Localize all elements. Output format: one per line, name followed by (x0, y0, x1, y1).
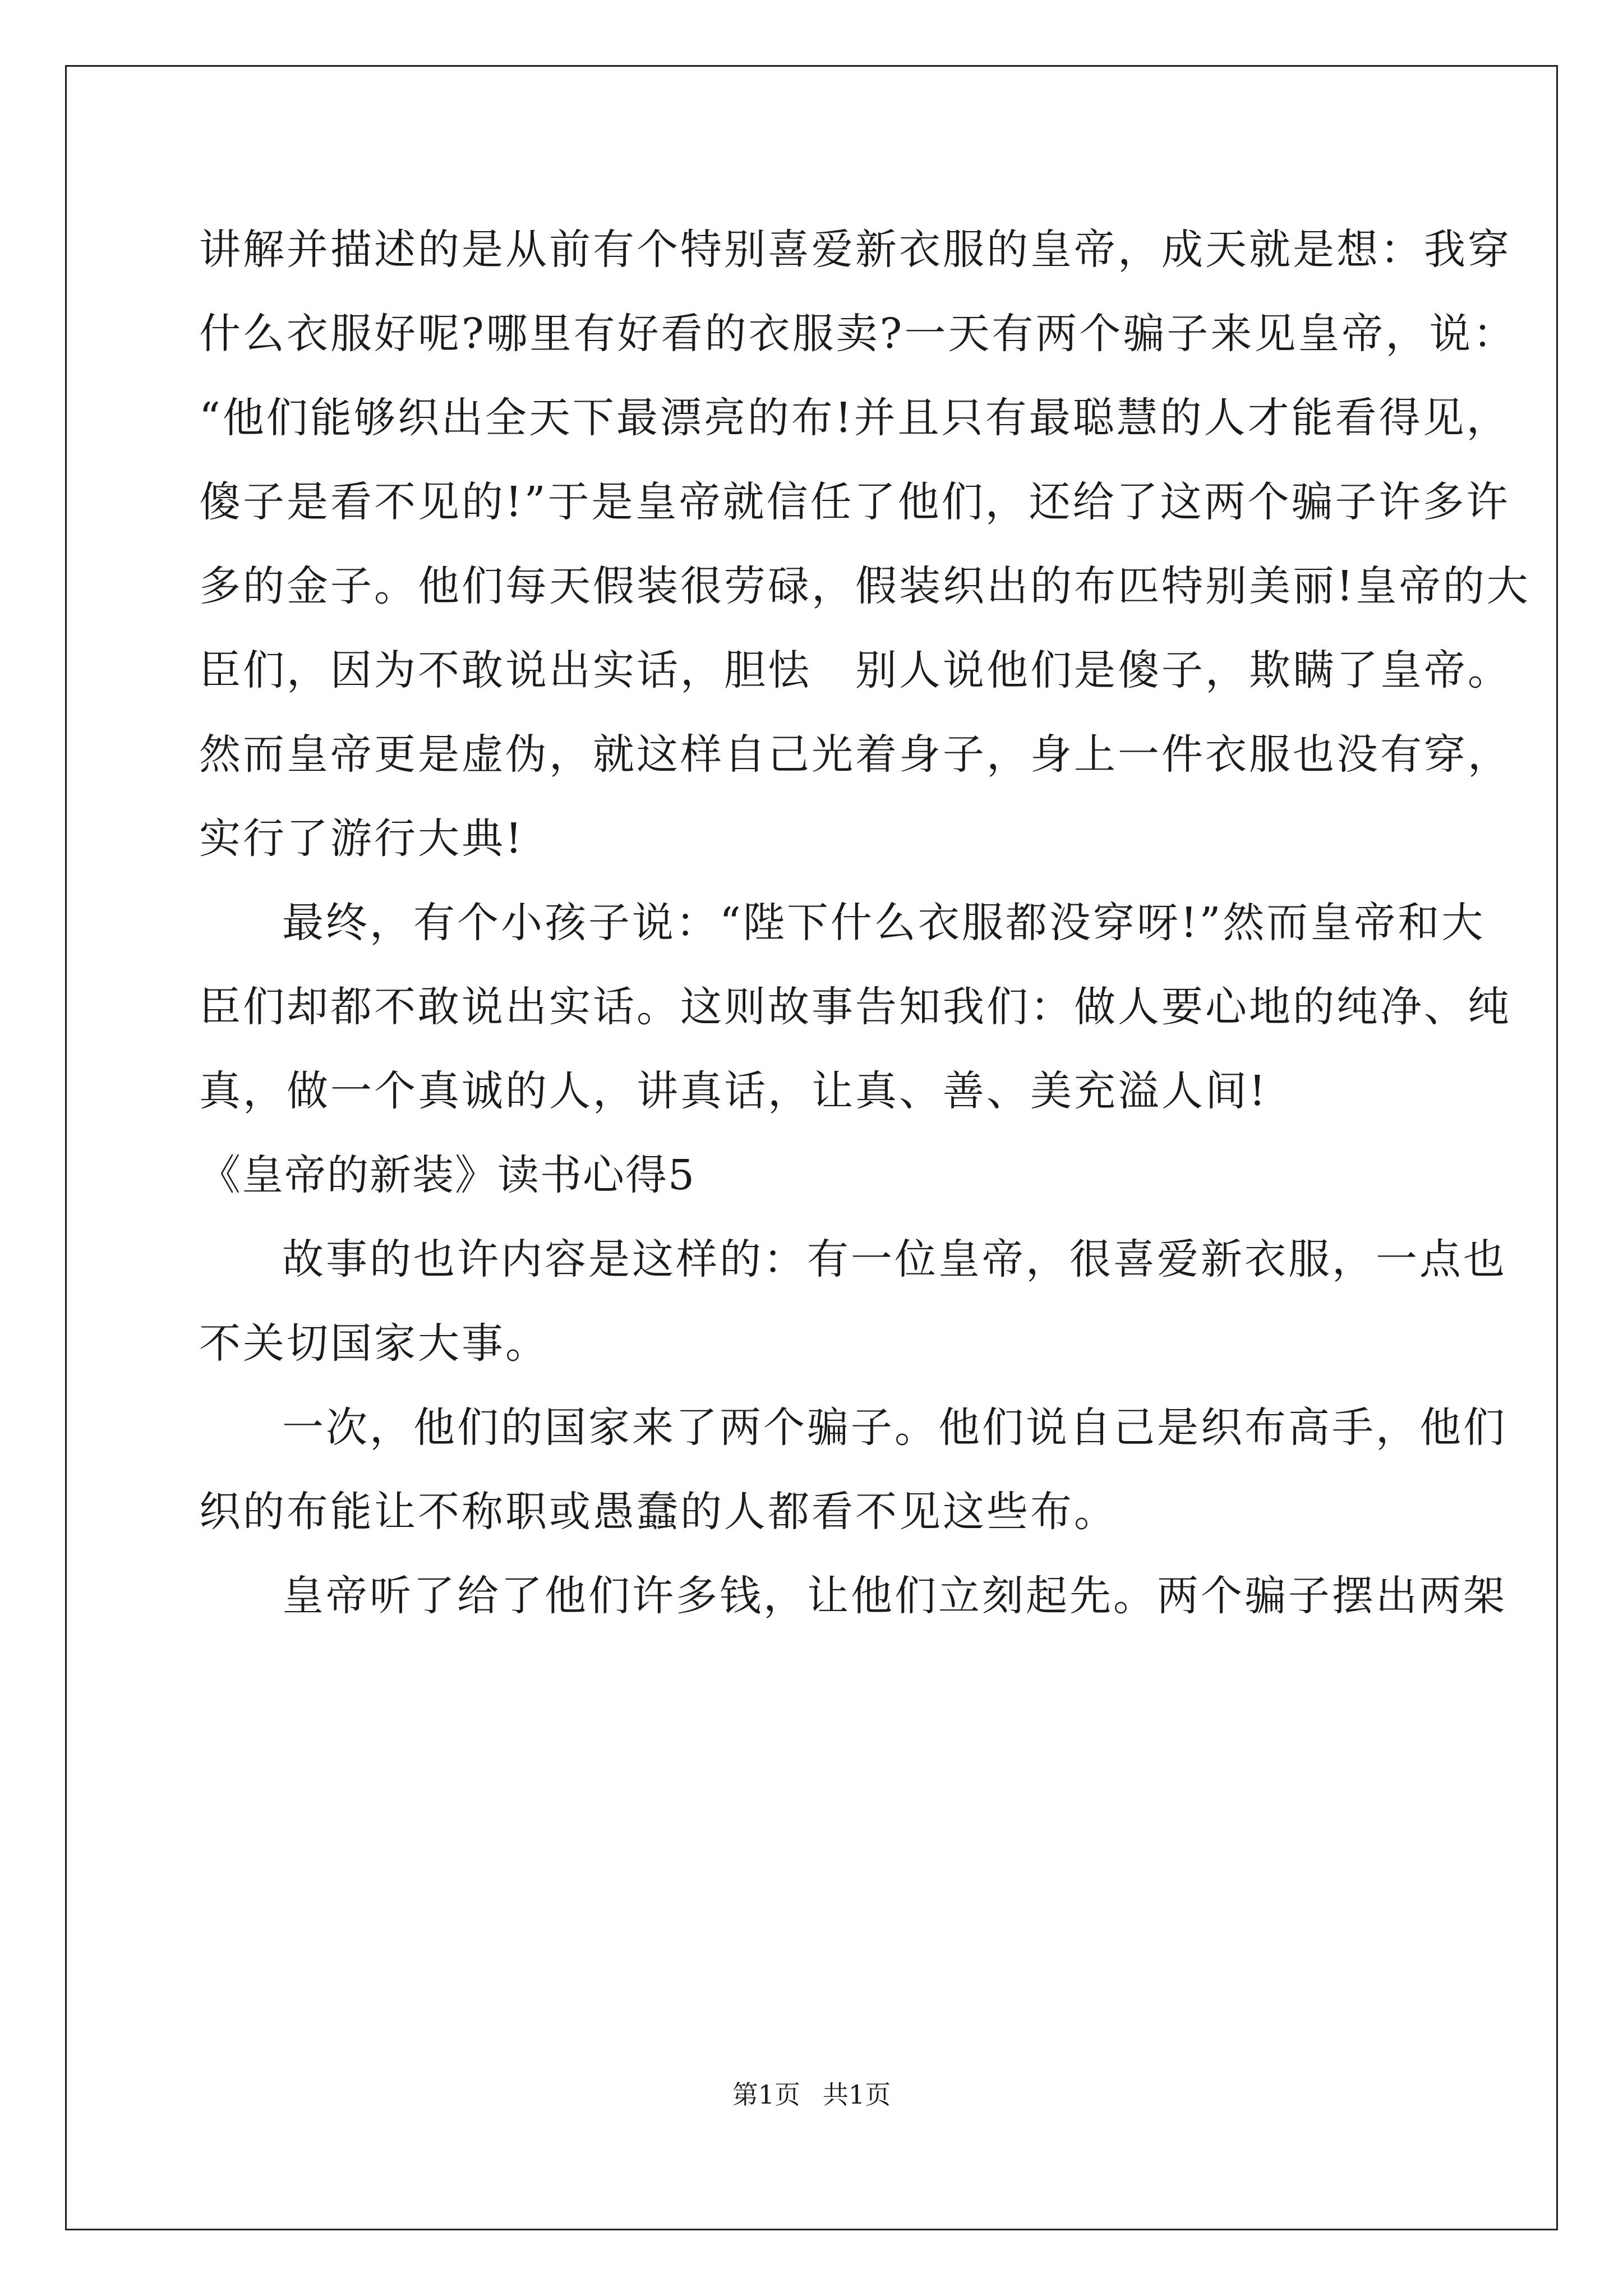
text-line: 讲解并描述的是从前有个特别喜爱新衣服的皇帝，成天就是想：我穿 (199, 226, 1511, 274)
paragraph-first-line: 一次，他们的国家来了两个骗子。他们说自己是织布高手，他们 (282, 1404, 1507, 1452)
text-line: 实行了游行大典! (199, 815, 524, 863)
text-line: 多的金子。他们每天假装很劳碌，假装织出的布匹特别美丽!皇帝的大 (199, 562, 1530, 610)
page-number: 第1页 (732, 2079, 800, 2110)
text-line: 什么衣服好呢?哪里有好看的衣服卖?一天有两个骗子来见皇帝，说： (199, 310, 1517, 358)
document-body (199, 208, 1530, 1638)
paragraph-first-line: 故事的也许内容是这样的：有一位皇帝，很喜爱新衣服，一点也 (282, 1235, 1507, 1283)
paragraph-first-line: 皇帝听了给了他们许多钱，让他们立刻起先。两个骗子摆出两架 (282, 1572, 1507, 1620)
text-line: 臣们却都不敢说出实话。这则故事告知我们：做人要心地的纯净、纯 (199, 983, 1511, 1031)
paragraph-first-line: 最终，有个小孩子说：“陛下什么衣服都没穿呀!”然而皇帝和大 (282, 899, 1486, 947)
page-total: 共1页 (823, 2079, 891, 2110)
text-line: 傻子是看不见的!”于是皇帝就信任了他们，还给了这两个骗子许多许 (199, 478, 1510, 526)
text-line: 然而皇帝更是虚伪，就这样自己光着身子，身上一件衣服也没有穿， (199, 730, 1511, 779)
text-line: 不关切国家大事。 (199, 1319, 549, 1368)
text-line: 臣们，因为不敢说出实话，胆怯 别人说他们是傻子，欺瞒了皇帝。 (199, 646, 1511, 694)
text-line: “他们能够织出全天下最漂亮的布!并且只有最聪慧的人才能看得见， (199, 394, 1510, 442)
text-line: 真，做一个真诚的人，讲真话，让真、善、美充溢人间! (199, 1067, 1268, 1115)
text-line: 织的布能让不称职或愚蠢的人都看不见这些布。 (199, 1488, 1118, 1536)
section-heading: 《皇帝的新装》读书心得5 (199, 1151, 696, 1199)
page-footer (0, 2078, 1623, 2111)
